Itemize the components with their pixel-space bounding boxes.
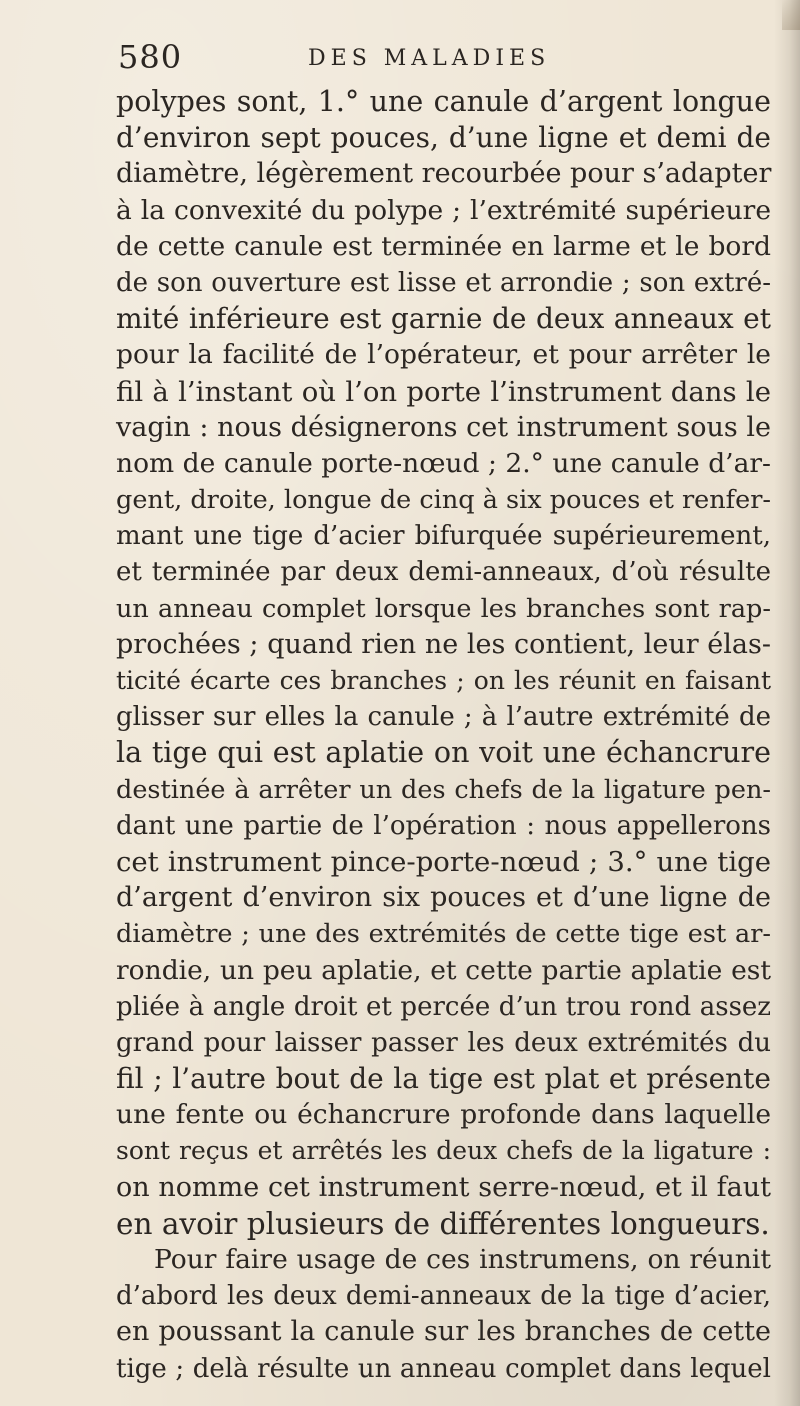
text-line: à la convexité du polype ; l’extrémité supérieure [116,194,771,226]
text-line: Pour faire usage de ces instrumens, on réunit [154,1244,771,1275]
body-text [116,84,771,1387]
text-line: de son ouverture est lisse et arrondie ; son extré- [116,267,771,298]
text-line: fil ; l’autre bout de la tige est plat et présente [116,1062,771,1096]
page-corner-stain [782,0,800,30]
text-line: dant une partie de l’opération : nous appellerons [116,810,771,841]
text-line: polypes sont, 1.° une canule d’argent longue [116,85,771,118]
text-line: une fente ou échancrure profonde dans laquelle [116,1099,771,1131]
text-line: vagin : nous désignerons cet instrument sous le [116,411,771,443]
text-line: mant une tige d’acier bifurquée supérieurement, [116,521,771,552]
text-line: diamètre ; une des extrémités de cette tige est ar- [116,919,771,950]
text-line: gent, droite, longue de cinq à six pouces et renfer- [116,485,771,516]
text-line: ticité écarte ces branches ; on les réunit en faisant [116,666,771,695]
text-line: pliée à angle droit et percée d’un trou rond assez [116,991,771,1022]
text-line: prochées ; quand rien ne les contient, leur élas- [116,628,771,660]
text-line: glisser sur elles la canule ; à l’autre extrémité de [116,702,771,733]
text-line: d’environ sept pouces, d’une ligne et demi de [116,121,771,155]
text-line: d’abord les deux demi-anneaux de la tige d’acier, [116,1281,771,1312]
text-line: grand pour laisser passer les deux extrémités du [116,1027,771,1058]
text-line: d’argent d’environ six pouces et d’une ligne de [116,882,771,914]
text-line: cet instrument pince-porte-nœud ; 3.° une tige [116,845,771,878]
text-line: un anneau complet lorsque les branches sont rap- [116,593,771,624]
text-line: rondie, un peu aplatie, et cette partie aplatie est [116,954,771,986]
text-line: pour la facilité de l’opérateur, et pour arrêter le [116,339,771,371]
text-line: de cette canule est terminée en larme et le bord [116,230,771,262]
text-line: mité inférieure est garnie de deux anneaux et [116,302,771,336]
text-line: on nomme cet instrument serre-nœud, et il faut [116,1171,771,1203]
text-line: en poussant la canule sur les branches de cette [116,1316,771,1348]
text-line: tige ; delà résulte un anneau complet dans lequel [116,1353,771,1384]
text-line: fil à l’instant où l’on porte l’instrument dans le [116,375,771,408]
text-line: la tige qui est aplatie on voit une échancrure [116,736,771,770]
text-line: nom de canule porte-nœud ; 2.° une canule d’ar- [116,447,771,479]
text-line: sont reçus et arrêtés les deux chefs de la ligature : [116,1136,771,1166]
text-line: diamètre, légèrement recourbée pour s’adapter [116,158,772,190]
text-line: destinée à arrêter un des chefs de la ligature pen- [116,774,771,805]
text-line: en avoir plusieurs de différentes longueurs. [116,1206,770,1241]
running-head: DES MALADIES [308,46,551,71]
page-edge-shadow [774,0,800,1406]
page-header [118,38,718,78]
page-number: 580 [118,38,183,76]
text-line: et terminée par deux demi-anneaux, d’où résulte [116,557,771,588]
